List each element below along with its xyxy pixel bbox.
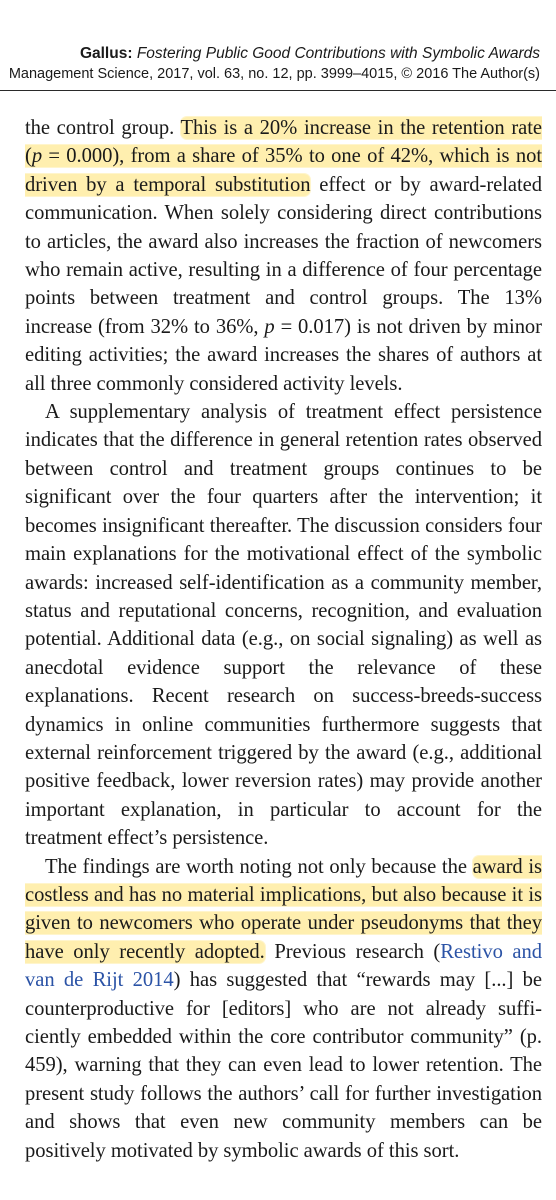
p1-p-symbol: p <box>264 315 275 338</box>
p1-text-mid: effect or by award-related communication. When solely considering direct contributions to articles, the award also increases the fraction of newcomers who remain active, resulting in a difference of four percentage points between treatment and control groups. The 13% increase (from 32% to 36%, <box>25 173 542 338</box>
header-author: Gallus: <box>79 45 133 62</box>
paragraph-2: A supplementary analysis of treatment effect persistence indicates that the difference in general retention rates observed between control and treatment groups continues to be significant over the four quarters after the intervention; it becomes insignificant thereafter. The discussion considers four main explanations for the motivational effect of the symbolic awards: increased self-identification as a community member, status and reputational concerns, recognition, and evaluation potential. Additional data (e.g., on social signaling) as well as anecdotal evidence support the relevance of these explanations. Recent research on success-breeds-success dynamics in online communities furthermore suggests that external reinforcement triggered by the award (e.g., additional positive feedback, lower reversion rates) may provide another important explanation, in particular to account for the treatment effect’s persistence. <box>25 401 542 850</box>
p3-text-end: ) has suggested that “rewards may [...] be counterproductive for [editors] who are not already sufficiently embedded within the core contributor community” (p. 459), warning that they can even lead to lower retention. The present study follows the authors’ call for further investigation and shows that even new community members can be positively motivated by symbolic awards of this sort. <box>25 969 542 1162</box>
highlight-1-p-symbol: p <box>31 145 43 168</box>
header-citation: Management Science, 2017, vol. 63, no. 12, pp. 3999–4015, © 2016 The Author(s) <box>8 66 540 82</box>
citation-link-year[interactable]: 2014 <box>132 969 174 992</box>
header-article-title: Fostering Public Good Contributions with Symbolic Awards <box>136 45 540 62</box>
p1-text-end: = 0.017) is not driven by minor editing activities; the award increases the shares of authors at all three commonly considered activity levels. <box>25 315 542 395</box>
paragraph-3 <box>25 853 542 1165</box>
running-header <box>9 44 540 84</box>
header-title-line <box>9 44 540 64</box>
highlight-1-text-a: This is a 20% increase in the retention rate ( <box>25 117 542 168</box>
highlight-2: award is costless and has no material implications, but also because it is given to newcomers who operate under pseudonyms that they have only recently adopted. <box>25 855 542 963</box>
citation-link-authors[interactable]: Restivo and van de Rijt <box>25 940 542 992</box>
highlight-1-text-b: = 0.000), from a share of 35% to one of 42%, which is not driven by a temporal substitution <box>25 145 542 196</box>
article-body <box>25 114 542 1165</box>
p3-cite-space <box>123 969 132 991</box>
paragraph-1 <box>25 114 542 398</box>
p3-text-mid: Previous research ( <box>264 940 441 963</box>
p3-text-start: The findings are worth noting not only because the <box>45 855 473 878</box>
p1-text-start: the control group. <box>25 117 181 139</box>
header-rule <box>0 90 556 91</box>
